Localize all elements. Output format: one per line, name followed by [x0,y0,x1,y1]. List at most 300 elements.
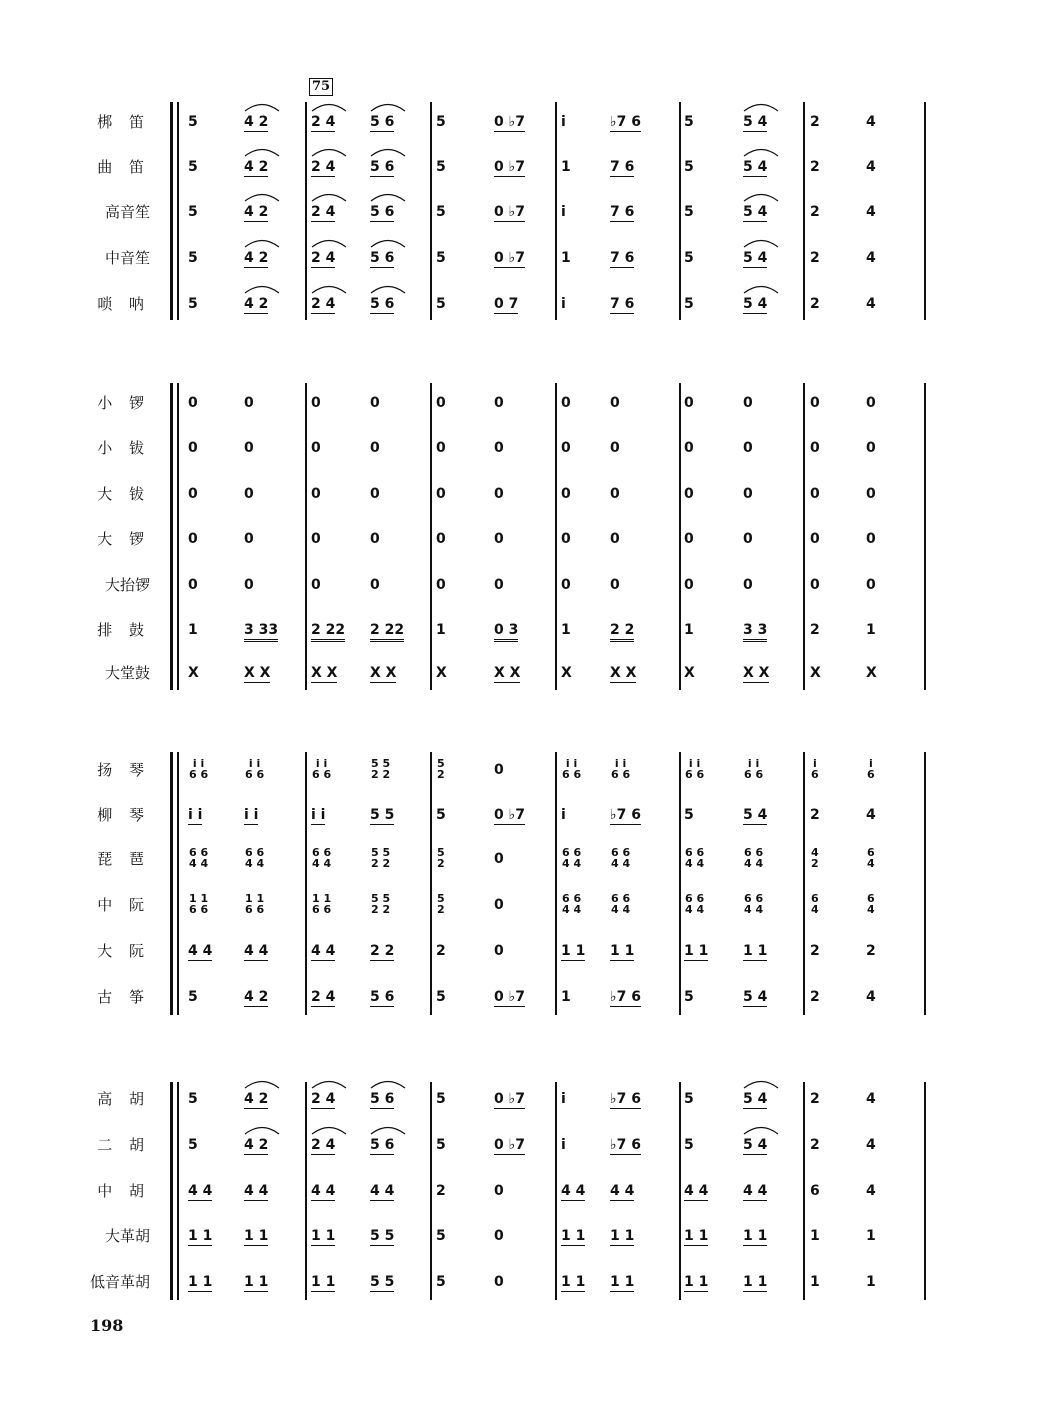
note-cell: 0 [561,486,571,502]
instrument-label: 大 钹 [97,485,150,503]
note-cell: 1 [561,989,571,1005]
note-stack: 6 6 4 4 [189,846,209,870]
note-cell: 0 [188,440,198,456]
note-stack: 5 2 [437,892,445,916]
note-cell: 2 4 [311,296,336,312]
note-cell: ♭7 6 [610,807,641,823]
note-cell: 4 4 [370,1183,395,1199]
note-cell: 3 3 [743,622,767,642]
slur-mark [312,1128,346,1135]
note-cell: 1 1 [188,1274,213,1290]
note-cell: 0 [561,440,571,456]
note-cell: 5 [188,114,198,130]
note-cell: 5 6 [370,250,395,266]
note-cell: 5 4 [743,296,768,312]
note-cell: 4 [866,250,876,266]
instrument-label: 中音笙 [104,249,150,267]
note-cell: 0 [494,1228,504,1244]
note-cell: 2 [810,622,820,638]
note-cell: 5 4 [743,1091,768,1107]
slur-mark [245,195,279,202]
slur-mark [245,105,279,112]
note-stack: 6 6 4 4 [685,846,705,870]
slur-mark [312,1082,346,1089]
note-cell: 2 [810,159,820,175]
slur-mark [245,1082,279,1089]
note-cell: ♭7 6 [610,1137,641,1153]
note-cell: 2 22 [370,622,404,642]
note-cell: 5 [436,989,446,1005]
note-cell: 0 ♭7 [494,250,525,266]
note-cell: 0 [743,531,753,547]
note-cell: 0 ♭7 [494,807,525,823]
note-cell: 0 [866,395,876,411]
instrument-label: 扬 琴 [97,761,150,779]
note-cell: 0 [743,440,753,456]
note-cell: 0 [244,577,254,593]
note-cell: i i [188,807,203,823]
note-cell: 5 [436,1091,446,1107]
note-cell: 1 [866,622,876,638]
slur-mark [744,241,778,248]
instrument-label: 大 阮 [97,942,150,960]
note-cell: 0 [866,486,876,502]
note-cell: 0 [436,531,446,547]
slur-mark [371,1082,405,1089]
slur-mark [312,195,346,202]
note-cell: 2 2 [610,622,634,642]
note-cell: 0 [494,577,504,593]
slur-mark [744,1082,778,1089]
note-cell: 0 [810,531,820,547]
note-stack: 5 5 2 2 [371,757,391,781]
note-cell: 5 [188,989,198,1005]
note-stack: 6 6 4 4 [562,892,582,916]
note-cell: i [561,1091,566,1107]
note-cell: 0 [436,486,446,502]
note-cell: 0 [561,395,571,411]
note-cell: 4 2 [244,989,269,1005]
note-cell: X [684,665,695,681]
note-cell: 5 5 [370,807,395,823]
note-cell: 5 5 [370,1274,395,1290]
note-cell: i [561,1137,566,1153]
note-cell: 1 1 [684,943,709,959]
note-stack: i i 6 6 [562,757,582,781]
note-cell: 5 [436,204,446,220]
note-cell: 5 6 [370,989,395,1005]
note-cell: 5 [436,1137,446,1153]
note-cell: 5 [188,250,198,266]
note-cell: 5 [684,296,694,312]
note-cell: 5 4 [743,807,768,823]
note-cell: 1 1 [743,943,768,959]
note-cell: 5 6 [370,159,395,175]
note-cell: 5 [684,807,694,823]
note-cell: 1 [866,1274,876,1290]
note-cell: 0 [494,486,504,502]
note-stack: 1 1 6 6 [312,892,332,916]
note-cell: 1 1 [311,1274,336,1290]
note-cell: 0 [244,531,254,547]
slur-mark [744,287,778,294]
note-cell: 1 1 [561,1274,586,1290]
note-cell: ♭7 6 [610,114,641,130]
note-cell: 2 4 [311,250,336,266]
note-cell: 5 6 [370,296,395,312]
slur-mark [744,195,778,202]
instrument-label: 中 阮 [97,896,150,914]
note-cell: 4 4 [561,1183,586,1199]
note-cell: 0 [610,395,620,411]
note-cell: 0 [494,943,504,959]
note-cell: i [561,807,566,823]
note-cell: 5 [684,250,694,266]
note-cell: 5 [436,159,446,175]
note-cell: 0 [311,440,321,456]
note-cell: 5 6 [370,1091,395,1107]
note-cell: 6 [810,1183,820,1199]
slur-mark [371,287,405,294]
instrument-label: 排 鼓 [97,621,150,639]
note-cell: 1 [810,1274,820,1290]
slur-mark [245,287,279,294]
slur-mark [312,241,346,248]
note-cell: 0 [743,577,753,593]
slur-mark [744,105,778,112]
note-cell: 4 4 [244,1183,269,1199]
note-cell: 0 [810,577,820,593]
note-stack: 1 1 6 6 [189,892,209,916]
note-cell: ♭7 6 [610,1091,641,1107]
note-cell: i [561,296,566,312]
rehearsal-mark: 75 [309,78,333,96]
note-cell: 0 [684,395,694,411]
note-cell: 0 [311,486,321,502]
note-cell: 4 4 [743,1183,768,1199]
note-cell: 4 [866,1183,876,1199]
note-cell: X X [311,665,338,681]
note-cell: 5 [436,807,446,823]
note-cell: X X [743,665,770,681]
note-stack: i i 6 6 [189,757,209,781]
note-cell: 5 [436,296,446,312]
note-cell: 4 2 [244,1091,269,1107]
note-cell: 5 [436,114,446,130]
note-cell: 1 1 [311,1228,336,1244]
note-stack: 6 6 4 4 [611,846,631,870]
note-cell: 1 [188,622,198,638]
note-stack: i i 6 6 [744,757,764,781]
note-cell: 2 4 [311,1091,336,1107]
note-cell: 0 [810,395,820,411]
instrument-label: 大革胡 [104,1227,150,1245]
note-cell: 0 [866,531,876,547]
note-cell: X [561,665,572,681]
note-cell: 5 [684,114,694,130]
note-cell: 0 [684,440,694,456]
note-cell: 5 [188,204,198,220]
note-cell: 1 [810,1228,820,1244]
note-cell: 2 [810,989,820,1005]
note-cell: 0 [436,395,446,411]
note-cell: 0 [494,440,504,456]
slur-mark [245,1128,279,1135]
note-stack: 6 4 [811,892,819,916]
note-cell: 0 [494,1274,504,1290]
note-cell: 4 2 [244,250,269,266]
note-cell: 0 ♭7 [494,1137,525,1153]
note-cell: 0 [370,395,380,411]
note-cell: 2 [810,114,820,130]
note-stack: 6 6 4 4 [562,846,582,870]
slur-mark [245,241,279,248]
note-cell: 5 6 [370,204,395,220]
note-cell: X [810,665,821,681]
note-cell: 7 6 [610,250,635,266]
note-cell: 0 [610,577,620,593]
slur-mark [245,150,279,157]
note-cell: 1 [561,159,571,175]
note-cell: 4 4 [311,1183,336,1199]
note-cell: X X [244,665,271,681]
note-stack: 6 6 4 4 [245,846,265,870]
note-cell: 4 [866,114,876,130]
note-cell: 2 2 [370,943,395,959]
note-cell: 4 [866,204,876,220]
note-cell: 5 [684,159,694,175]
note-stack: 6 6 4 4 [611,892,631,916]
note-cell: 2 [810,296,820,312]
note-cell: 0 ♭7 [494,1091,525,1107]
note-cell: i i [244,807,259,823]
note-cell: 2 4 [311,114,336,130]
note-stack: 6 6 4 4 [744,892,764,916]
note-stack: 5 2 [437,757,445,781]
note-stack: 6 6 4 4 [744,846,764,870]
note-cell: 5 4 [743,204,768,220]
note-cell: 1 [684,622,694,638]
note-cell: 5 6 [370,1137,395,1153]
note-stack: 6 6 4 4 [312,846,332,870]
note-cell: 5 [684,204,694,220]
slur-mark [744,150,778,157]
instrument-label: 中 胡 [97,1182,150,1200]
note-cell: 1 1 [561,1228,586,1244]
note-cell: 2 4 [311,204,336,220]
note-cell: 4 [866,296,876,312]
note-cell: 1 [561,250,571,266]
slur-mark [371,1128,405,1135]
note-cell: 0 ♭7 [494,114,525,130]
note-cell: 0 [494,1183,504,1199]
note-cell: 1 1 [684,1274,709,1290]
note-cell: 0 [188,395,198,411]
slur-mark [371,195,405,202]
note-cell: 4 [866,989,876,1005]
note-stack: 6 4 [867,846,875,870]
note-cell: 0 [810,440,820,456]
note-cell: 0 [684,577,694,593]
note-cell: 0 [561,531,571,547]
note-cell: 4 [866,807,876,823]
note-cell: 4 [866,1137,876,1153]
note-cell: 5 [436,1228,446,1244]
note-cell: 4 2 [244,204,269,220]
note-cell: 4 [866,159,876,175]
note-cell: 7 6 [610,159,635,175]
note-cell: 5 [436,1274,446,1290]
note-cell: 0 [436,440,446,456]
note-cell: 0 [866,440,876,456]
note-stack: 5 2 [437,846,445,870]
instrument-label: 低音革胡 [89,1273,150,1291]
note-cell: 1 1 [743,1274,768,1290]
instrument-label: 小 锣 [97,394,150,412]
note-cell: 2 [810,807,820,823]
note-cell: 4 2 [244,296,269,312]
note-cell: X X [370,665,397,681]
note-cell: 0 [494,762,504,778]
note-cell: 0 7 [494,296,519,312]
note-cell: 0 [494,531,504,547]
note-stack: 5 5 2 2 [371,892,391,916]
instrument-label: 柳 琴 [97,806,150,824]
note-stack: 4 2 [811,846,819,870]
note-cell: 1 1 [561,943,586,959]
note-cell: 1 [561,622,571,638]
note-cell: 0 [370,531,380,547]
note-cell: 0 [810,486,820,502]
slur-mark [744,1128,778,1135]
note-cell: 1 1 [610,1228,635,1244]
note-cell: 5 5 [370,1228,395,1244]
instrument-label: 琵 琶 [97,850,150,868]
note-cell: 0 [743,395,753,411]
note-cell: 2 4 [311,989,336,1005]
note-cell: 0 ♭7 [494,989,525,1005]
note-cell: 1 [436,622,446,638]
instrument-label: 高 胡 [97,1090,150,1108]
note-cell: 0 [244,395,254,411]
note-cell: 5 [188,1137,198,1153]
note-cell: 2 4 [311,1137,336,1153]
slur-mark [371,241,405,248]
note-stack: 6 6 4 4 [685,892,705,916]
note-cell: 5 [684,989,694,1005]
note-stack: i 6 [867,757,875,781]
instrument-label: 大 锣 [97,530,150,548]
note-cell: 2 [436,943,446,959]
note-stack: i i 6 6 [245,757,265,781]
note-cell: i [561,114,566,130]
note-cell: 4 4 [684,1183,709,1199]
note-cell: ♭7 6 [610,989,641,1005]
note-cell: 5 4 [743,989,768,1005]
note-cell: 1 1 [244,1228,269,1244]
page-number: 198 [90,1316,124,1335]
note-cell: 2 22 [311,622,345,642]
slur-mark [371,150,405,157]
instrument-label: 唢 呐 [97,295,150,313]
note-cell: 4 2 [244,159,269,175]
note-cell: 2 [810,1091,820,1107]
note-cell: X [436,665,447,681]
note-cell: 2 [436,1183,446,1199]
note-cell: 2 [866,943,876,959]
note-cell: 4 4 [244,943,269,959]
note-cell: 5 [684,1137,694,1153]
note-cell: 0 3 [494,622,518,642]
note-stack: i i 6 6 [611,757,631,781]
slur-mark [371,105,405,112]
slur-mark [312,105,346,112]
note-cell: X [866,665,877,681]
note-cell: X X [610,665,637,681]
note-cell: 0 [370,577,380,593]
note-cell: 0 [370,440,380,456]
note-cell: 2 4 [311,159,336,175]
note-cell: 0 [610,531,620,547]
note-cell: 4 4 [610,1183,635,1199]
slur-mark [312,150,346,157]
note-cell: 7 6 [610,296,635,312]
note-cell: 0 [494,395,504,411]
instrument-label: 小 钹 [97,439,150,457]
note-cell: 4 4 [311,943,336,959]
note-cell: 5 [188,1091,198,1107]
note-cell: 0 [494,851,504,867]
note-cell: 0 ♭7 [494,204,525,220]
note-cell: 0 [311,577,321,593]
instrument-label: 二 胡 [97,1136,150,1154]
instrument-label: 曲 笛 [97,158,150,176]
note-cell: 5 4 [743,159,768,175]
note-cell: 1 1 [244,1274,269,1290]
note-cell: X [188,665,199,681]
note-cell: 5 [436,250,446,266]
note-cell: 4 4 [188,1183,213,1199]
note-cell: 7 6 [610,204,635,220]
note-cell: 0 [684,531,694,547]
note-stack: 5 5 2 2 [371,846,391,870]
note-cell: 2 [810,943,820,959]
note-cell: 0 [743,486,753,502]
note-cell: 2 [810,1137,820,1153]
note-cell: 2 [810,250,820,266]
slur-mark [312,287,346,294]
note-cell: 5 [188,159,198,175]
note-cell: 4 2 [244,114,269,130]
instrument-label: 大抬锣 [104,576,150,594]
note-cell: 1 1 [684,1228,709,1244]
note-cell: X X [494,665,521,681]
note-cell: 1 1 [188,1228,213,1244]
note-cell: i i [311,807,326,823]
note-cell: 5 [188,296,198,312]
note-cell: 0 [311,531,321,547]
note-cell: 0 [244,486,254,502]
note-cell: 5 [684,1091,694,1107]
note-cell: 0 [370,486,380,502]
note-cell: 4 2 [244,1137,269,1153]
note-cell: 1 [866,1228,876,1244]
note-cell: 2 [810,204,820,220]
note-cell: 0 [311,395,321,411]
note-cell: 1 1 [610,943,635,959]
note-stack: 6 4 [867,892,875,916]
note-cell: 0 [188,486,198,502]
